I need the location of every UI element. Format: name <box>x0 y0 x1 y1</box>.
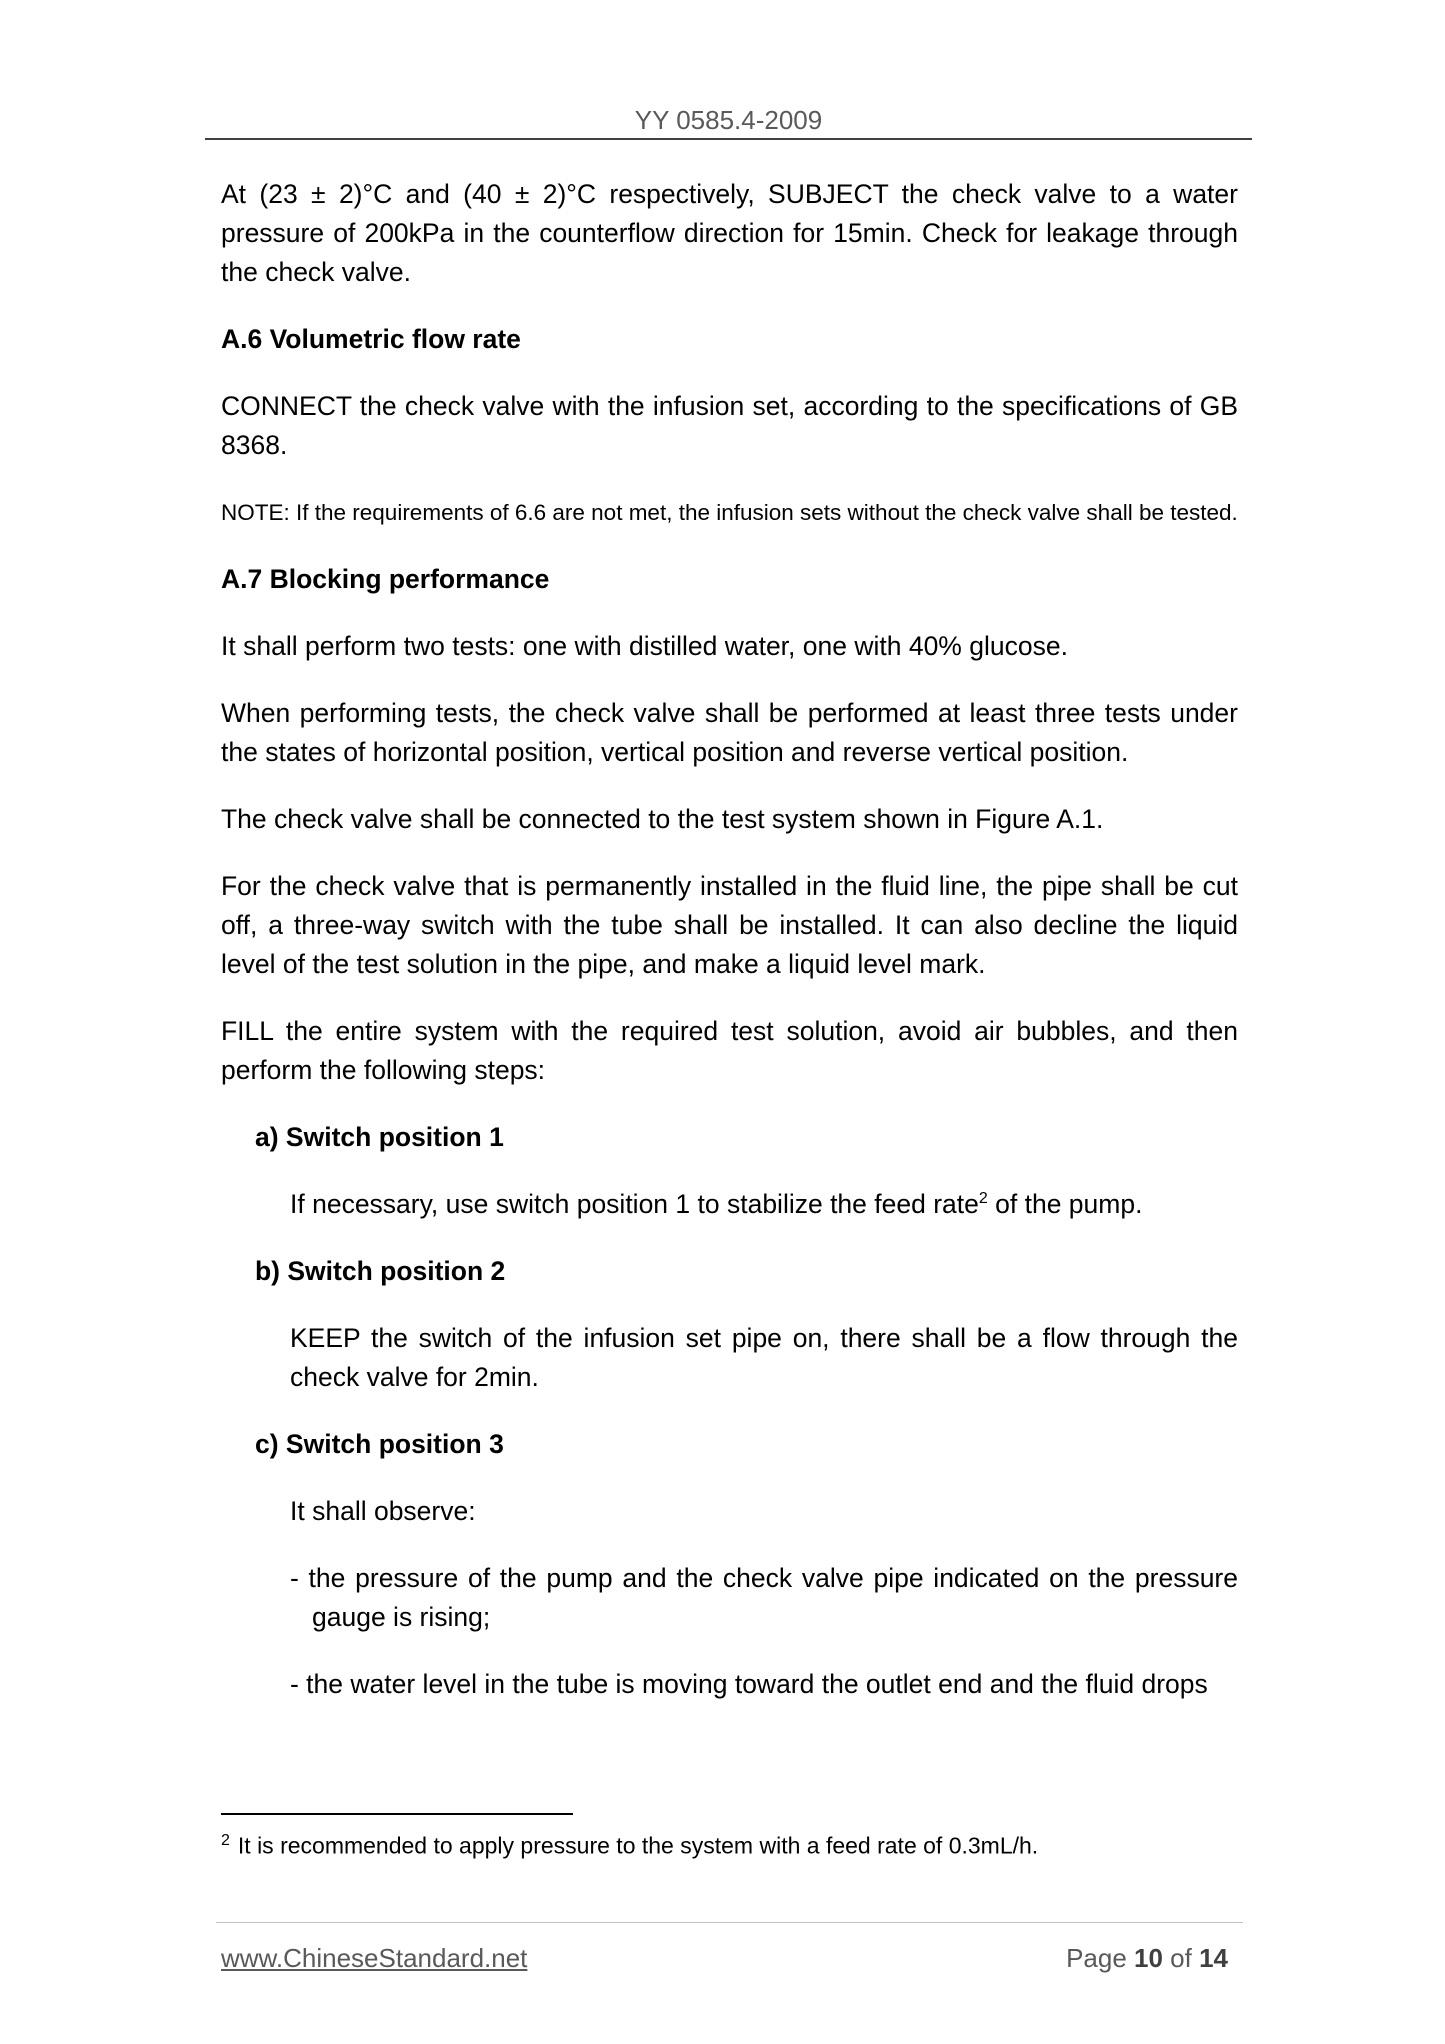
page-indicator <box>1066 1943 1228 1974</box>
footer-divider <box>216 1922 1243 1923</box>
footnote-number: 2 <box>221 1832 230 1849</box>
paragraph-connected: The check valve shall be connected to the test system shown in Figure A.1. <box>221 804 1104 834</box>
step-c-heading: c) Switch position 3 <box>255 1429 504 1459</box>
note: NOTE: If the requirements of 6.6 are not met, the infusion sets without the check valve shall be tested. <box>221 500 1238 525</box>
observation-item-1: - the pressure of the pump and the check valve pipe indicated on the pressure gauge is rising; <box>290 1563 1238 1632</box>
step-a-text <box>290 1185 1238 1224</box>
page-middle: of <box>1162 1943 1200 1973</box>
website-link[interactable]: www.ChineseStandard.net <box>221 1943 528 1973</box>
paragraph-tests: It shall perform two tests: one with distilled water, one with 40% glucose. <box>221 631 1068 661</box>
step-a-heading: a) Switch position 1 <box>255 1122 504 1152</box>
page-total: 14 <box>1199 1943 1228 1973</box>
step-a-text-after: of the pump. <box>987 1189 1143 1219</box>
paragraph-intro: At (23 ± 2)°C and (40 ± 2)°C respectively, SUBJECT the check valve to a water pressure of 200kPa in the counterflow direction for 15min. Check for leakage through the check valve. <box>221 179 1238 287</box>
footnote-reference[interactable]: 2 <box>978 1190 988 1208</box>
paragraph-permanent: For the check valve that is permanently installed in the fluid line, the pipe shall be cut off, a three-way switch with the tube shall be installed. It can also decline the liquid level of the test solution in the pipe, and make a liquid level mark. <box>221 871 1238 979</box>
paragraph-fill: FILL the entire system with the required test solution, avoid air bubbles, and then perform the following steps: <box>221 1016 1238 1085</box>
footnote-divider <box>221 1813 573 1815</box>
document-body <box>221 175 1238 1732</box>
step-b-text: KEEP the switch of the infusion set pipe on, there shall be a flow through the check valve for 2min. <box>290 1323 1238 1392</box>
section-heading-a6: A.6 Volumetric flow rate <box>221 324 521 354</box>
header-divider <box>205 138 1252 140</box>
observation-item-2: - the water level in the tube is moving toward the outlet end and the fluid drops <box>290 1669 1208 1699</box>
paragraph-a6: CONNECT the check valve with the infusion set, according to the specifications of GB 8368. <box>221 391 1238 460</box>
step-b-heading: b) Switch position 2 <box>255 1256 506 1286</box>
footnote-text: It is recommended to apply pressure to the system with a feed rate of 0.3mL/h. <box>237 1832 1039 1859</box>
section-heading-a7: A.7 Blocking performance <box>221 564 550 594</box>
step-a-text-before: If necessary, use switch position 1 to stabilize the feed rate <box>290 1189 979 1219</box>
footnote <box>221 1826 1238 1861</box>
header-title: YY 0585.4-2009 <box>634 105 823 135</box>
page-prefix: Page <box>1066 1943 1135 1973</box>
page-current: 10 <box>1134 1943 1163 1973</box>
step-c-text: It shall observe: <box>290 1496 476 1526</box>
paragraph-performing: When performing tests, the check valve shall be performed at least three tests under the states of horizontal position, vertical position and reverse vertical position. <box>221 698 1238 767</box>
